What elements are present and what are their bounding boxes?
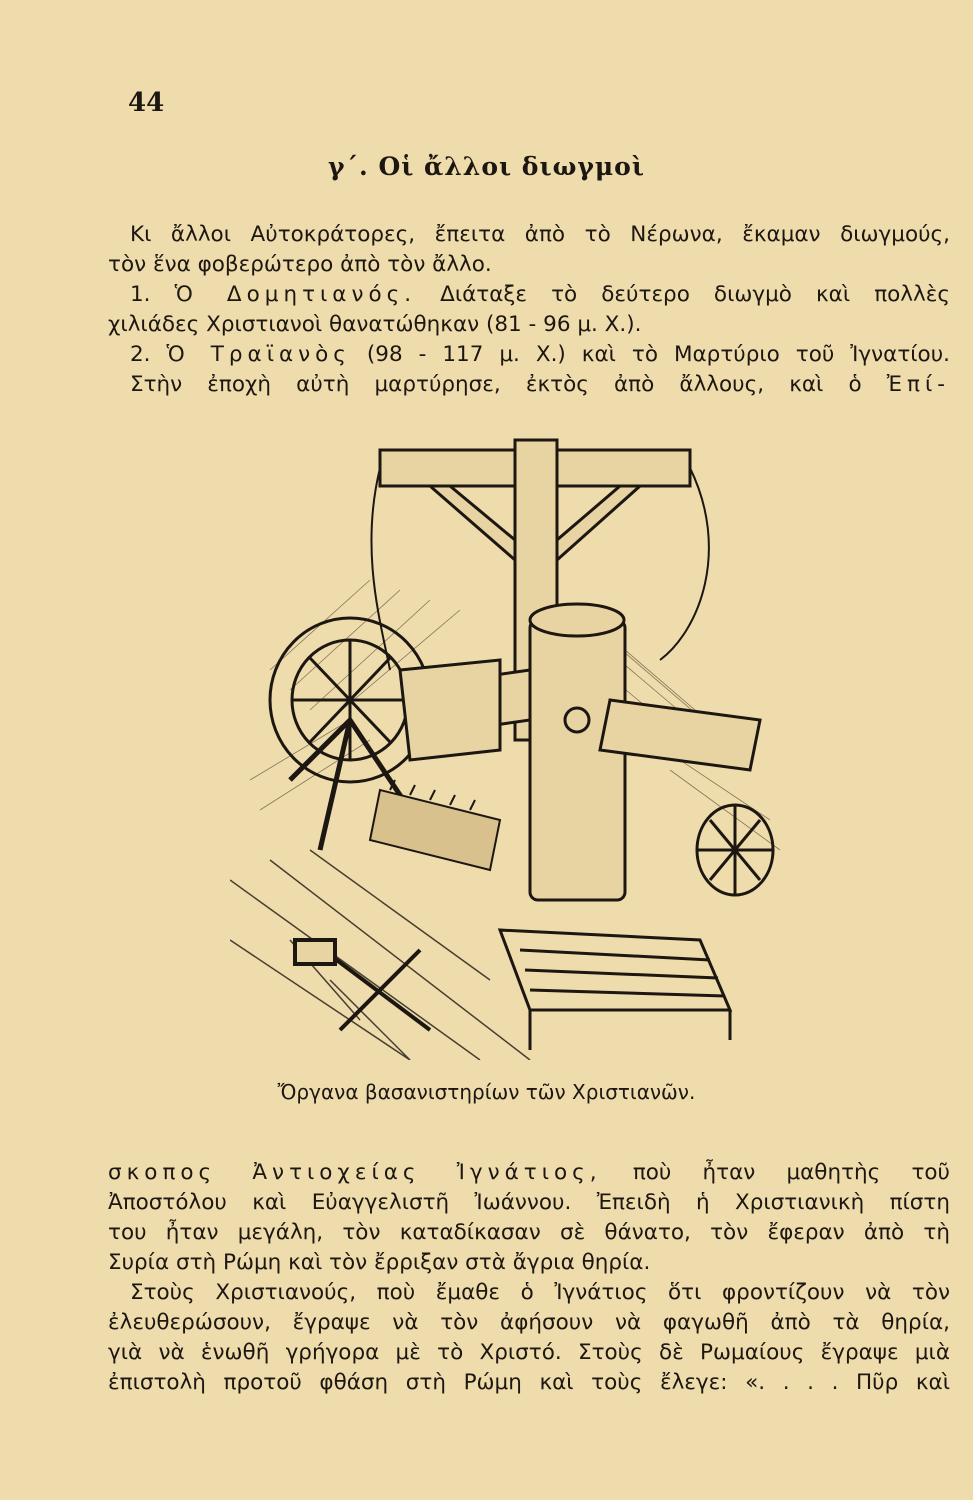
emperor-name: Ὁ Δομητιανός. [174,282,417,307]
text-line: τὸν ἕνα φοβερώτερο ἀπὸ τὸν ἄλλο. [108,252,492,277]
continuation-paragraph [108,1158,950,1398]
text-line: ἐλευθερώσουν, ἔγραψε νὰ τὸν ἀφήσουν νὰ φαγωθῆ ἀπὸ τὰ θηρία, [108,1310,950,1335]
torture-instruments-engraving [230,420,790,1060]
tools [295,940,430,1030]
small-wheel [697,805,773,895]
spaced-name: Ἐπί- [886,372,950,397]
item-number: 2. [130,342,151,367]
spaced-name: σκοπος Ἀντιοχείας Ἰγνάτιος, [108,1160,602,1185]
text-line: Στοὺς Χριστιανούς, ποὺ ἔμαθε ὁ Ἰγνάτιος ὅτι φροντίζουν νὰ τὸν [130,1280,950,1305]
text-line: Συρία στὴ Ρώμη καὶ τὸν ἔρριξαν στὰ ἄγρια θηρία. [108,1250,651,1275]
line-text: ποὺ ἦταν μαθητὴς τοῦ [632,1160,950,1185]
spiked-board [370,780,500,870]
item-text: Διάταξε τὸ δεύτερο διωγμὸ καὶ πολλὲς [440,282,950,307]
section-title: γ΄. Οἱ ἄλλοι διωγμοὶ [328,152,645,181]
item-text: (98 - 117 μ. Χ.) καὶ τὸ Μαρτύριο τοῦ Ἰγνατίου. [366,342,950,367]
emperor-name: Ὁ Τραϊανὸς [166,342,351,367]
figure-caption: Ὄργανα βασανιστηρίων τῶν Χριστιανῶν. [277,1080,696,1104]
text-line: του ἦταν μεγάλη, τὸν καταδίκασαν σὲ θάνατο, τὸν ἔφεραν ἀπὸ τὴ [108,1220,950,1245]
list-item-domitian [108,280,950,310]
text-line: ἐπιστολὴ προτοῦ φθάση στὴ Ρώμη καὶ τοὺς ἔλεγε: «. . . . Πῦρ καὶ [108,1370,950,1395]
text-line: χιλιάδες Χριστιανοὶ θανατώθηκαν (81 - 96 μ. Χ.). [108,312,642,337]
page-number: 44 [128,88,165,118]
gridiron [500,930,730,1050]
intro-paragraph [108,220,950,400]
item-text: Στὴν ἐποχὴ αὐτὴ μαρτύρησε, ἐκτὸς ἀπὸ ἄλλους, καὶ ὁ [130,372,862,397]
text-line: Κι ἄλλοι Αὐτοκράτορες, ἔπειτα ἀπὸ τὸ Νέρωνα, ἔκαμαν διωγμούς, [130,222,950,247]
text-line: γιὰ νὰ ἑνωθῆ γρήγορα μὲ τὸ Χριστό. Στοὺς δὲ Ρωμαίους ἔγραψε μιὰ [108,1340,950,1365]
text-line [108,1158,950,1188]
list-item-trajan [108,340,950,370]
text-line: Ἀποστόλου καὶ Εὐαγγελιστῆ Ἰωάννου. Ἐπειδὴ ἡ Χριστιανικὴ πίστη [108,1190,950,1215]
text-line [108,370,950,400]
item-number: 1. [130,282,151,307]
